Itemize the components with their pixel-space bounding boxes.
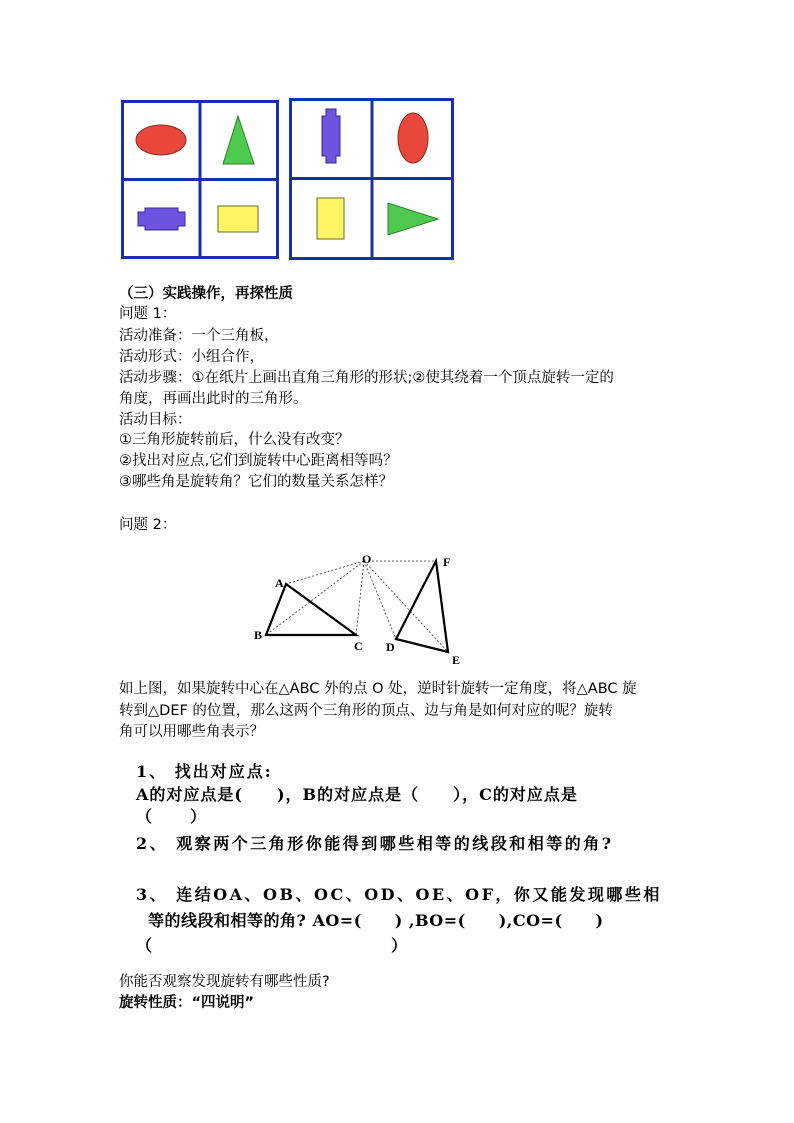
shape-grids xyxy=(0,0,794,270)
problem1-title: 问题 1： xyxy=(119,306,177,322)
closing-question: 你能否观察发现旋转有哪些性质? xyxy=(119,974,330,990)
triangle-def xyxy=(396,561,448,652)
yellow-rectangle-shape xyxy=(218,206,258,232)
task1-title: 1、 找出对应点: xyxy=(136,762,273,781)
activity-form: 活动形式：小组合作， xyxy=(119,349,264,365)
problem2-desc-line2: 转到△DEF 的位置，那么这两个三角形的顶点、边与角是如何对应的呢？旋转 xyxy=(119,703,613,719)
yellow-rectangle-shape-rotated xyxy=(317,198,344,239)
task1-line1: A的对应点是( )，B的对应点是（ ），C的对应点是 xyxy=(136,785,578,804)
right-grid xyxy=(291,100,453,259)
label-d: D xyxy=(386,640,395,654)
goal-question-2: ②找出对应点,它们到旋转中心距离相等吗？ xyxy=(119,453,398,469)
goal-question-3: ③哪些角是旋转角？它们的数量关系怎样？ xyxy=(119,474,393,490)
task3-line1: 3、 连结OA、OB、OC、OD、OE、OF，你又能发现哪些相 xyxy=(136,885,662,904)
property-title: 旋转性质：“四说明” xyxy=(119,995,255,1011)
label-a: A xyxy=(275,576,284,590)
goal-question-1: ①三角形旋转前后，什么没有改变？ xyxy=(119,432,350,448)
left-grid xyxy=(123,102,278,258)
label-f: F xyxy=(443,555,451,569)
red-ellipse-shape xyxy=(136,125,186,155)
red-ellipse-shape-rotated xyxy=(398,113,428,163)
label-o: O xyxy=(362,552,372,566)
task3-line3: （ ） xyxy=(136,936,409,955)
task1-line2: （ ） xyxy=(136,807,209,826)
problem2-desc-line3: 角可以用哪些角表示？ xyxy=(119,724,264,740)
purple-cross-shape-rotated xyxy=(322,109,340,163)
label-b: B xyxy=(254,628,263,642)
activity-steps-line1: 活动步骤：①在纸片上画出直角三角形的形状;②使其绕着一个顶点旋转一定的 xyxy=(119,370,614,386)
green-triangle-shape-rotated xyxy=(388,203,438,235)
section-heading: （三）实践操作，再探性质 xyxy=(119,286,293,302)
label-c: C xyxy=(354,639,363,653)
green-triangle-shape xyxy=(223,116,254,164)
activity-steps-line2: 角度，再画出此时的三角形。 xyxy=(119,391,308,407)
activity-goal: 活动目标： xyxy=(119,412,192,428)
activity-prep: 活动准备：一个三角板， xyxy=(119,328,279,344)
purple-cross-shape xyxy=(138,208,185,230)
task3-line2: 等的线段和相等的角? AO=( ) ,BO=( ),CO=( ) xyxy=(148,911,604,930)
dotted-connectors xyxy=(266,561,448,652)
triangle-abc xyxy=(266,584,356,635)
label-e: E xyxy=(452,653,461,667)
problem2-desc-line1: 如上图，如果旋转中心在△ABC 外的点 O 处，逆时针旋转一定角度，将△ABC 旋 xyxy=(119,681,637,697)
problem2-title: 问题 2： xyxy=(119,517,177,533)
task2: 2、 观察两个三角形你能得到哪些相等的线段和相等的角? xyxy=(136,834,614,853)
